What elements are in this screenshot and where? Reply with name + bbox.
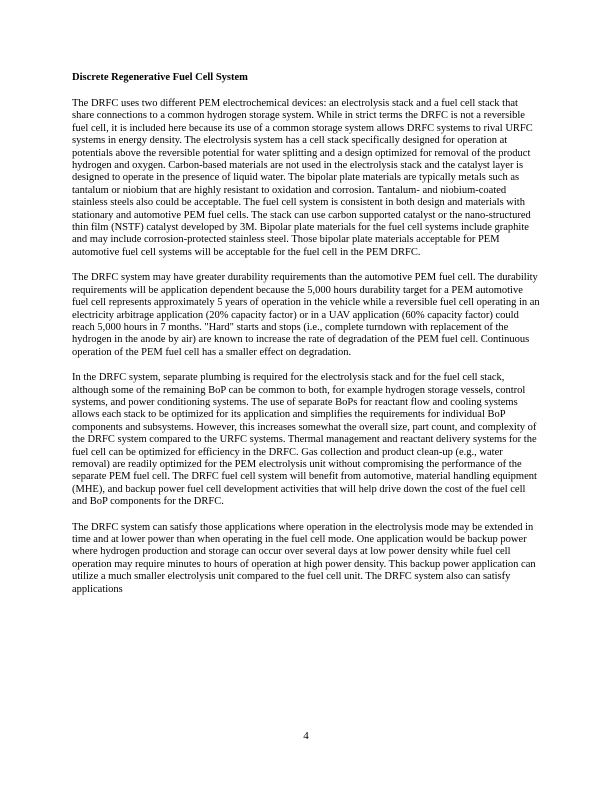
- page-number: 4: [303, 730, 309, 742]
- section-heading: Discrete Regenerative Fuel Cell System: [72, 72, 248, 83]
- paragraph-drfc-overview: The DRFC uses two different PEM electrochemical devices: an electrolysis stack and a fuel cell stack that share connections to a common hydrogen storage system. While in strict terms the DRFC is not a reversible fuel cell, it is included here because its use of a common storage system allows DRFC systems to rival URFC systems in energy density. The electrolysis system has a cell stack specifically designed for operation at potentials above the reversible potential for water splitting and a design optimized for removal of the product hydrogen and oxygen. Carbon-based materials are not used in the electrolysis stack and the catalyst layer is designed to operate in the presence of liquid water. The bipolar plate materials are typically metals such as tantalum or niobium that are highly resistant to oxidation and corrosion. Tantalum- and niobium-coated stainless steels also could be acceptable. The fuel cell system is consistent in both design and materials with stationary and automotive PEM fuel cells. The stack can use carbon supported catalyst or the nano-structured thin film (NSTF) catalyst developed by 3M. Bipolar plate materials for the fuel cell systems include graphite and may include corrosion-protected stainless steel. Those bipolar plate materials acceptable for PEM automotive fuel cell systems will be acceptable for the fuel cell in the PEM DRFC.: [72, 98, 533, 258]
- paragraph-durability: The DRFC system may have greater durability requirements than the automotive PEM fuel cell. The durability requirements will be application dependent because the 5,000 hours durability target for a PEM automotive fuel cell represents approximately 5 years of operation in the vehicle while a reversible fuel cell operating in an electricity arbitrage application (20% capacity factor) or in a UAV application (60% capacity factor) could reach 5,000 hours in 7 months. "Hard" starts and stops (i.e., complete turndown with replacement of the hydrogen in the anode by air) are known to increase the rate of degradation of the PEM fuel cell. Continuous operation of the PEM fuel cell has a smaller effect on degradation.: [72, 272, 540, 358]
- paragraph-plumbing-bop: In the DRFC system, separate plumbing is required for the electrolysis stack and for the fuel cell stack, although some of the remaining BoP can be common to both, for example hydrogen storage vessels, control systems, and power conditioning systems. The use of separate BoPs for reactant flow and cooling systems allows each stack to be optimized for its application and simplifies the requirements for individual BoP components and subsystems. However, this increases somewhat the overall size, part count, and complexity of the DRFC system compared to the URFC systems. Thermal management and reactant delivery systems for the fuel cell can be optimized for efficiency in the DRFC. Gas collection and product clean-up (e.g., water removal) are readily optimized for the PEM electrolysis unit without compromising the performance of the separate PEM fuel cell. The DRFC fuel cell system will benefit from automotive, material handling equipment (MHE), and backup power fuel cell development activities that will help drive down the cost of the fuel cell and BoP components for the DRFC.: [72, 372, 537, 508]
- document-body: [72, 71, 540, 609]
- paragraph-applications: The DRFC system can satisfy those applications where operation in the electrolysis mode may be extended in time and at lower power than when operating in the fuel cell mode. One application would be backup power where hydrogen production and storage can occur over several days at low power density while fuel cell operation may require minutes to hours of operation at high power density. This backup power application can utilize a much smaller electrolysis unit compared to the fuel cell unit. The DRFC system also can satisfy applications: [72, 521, 536, 595]
